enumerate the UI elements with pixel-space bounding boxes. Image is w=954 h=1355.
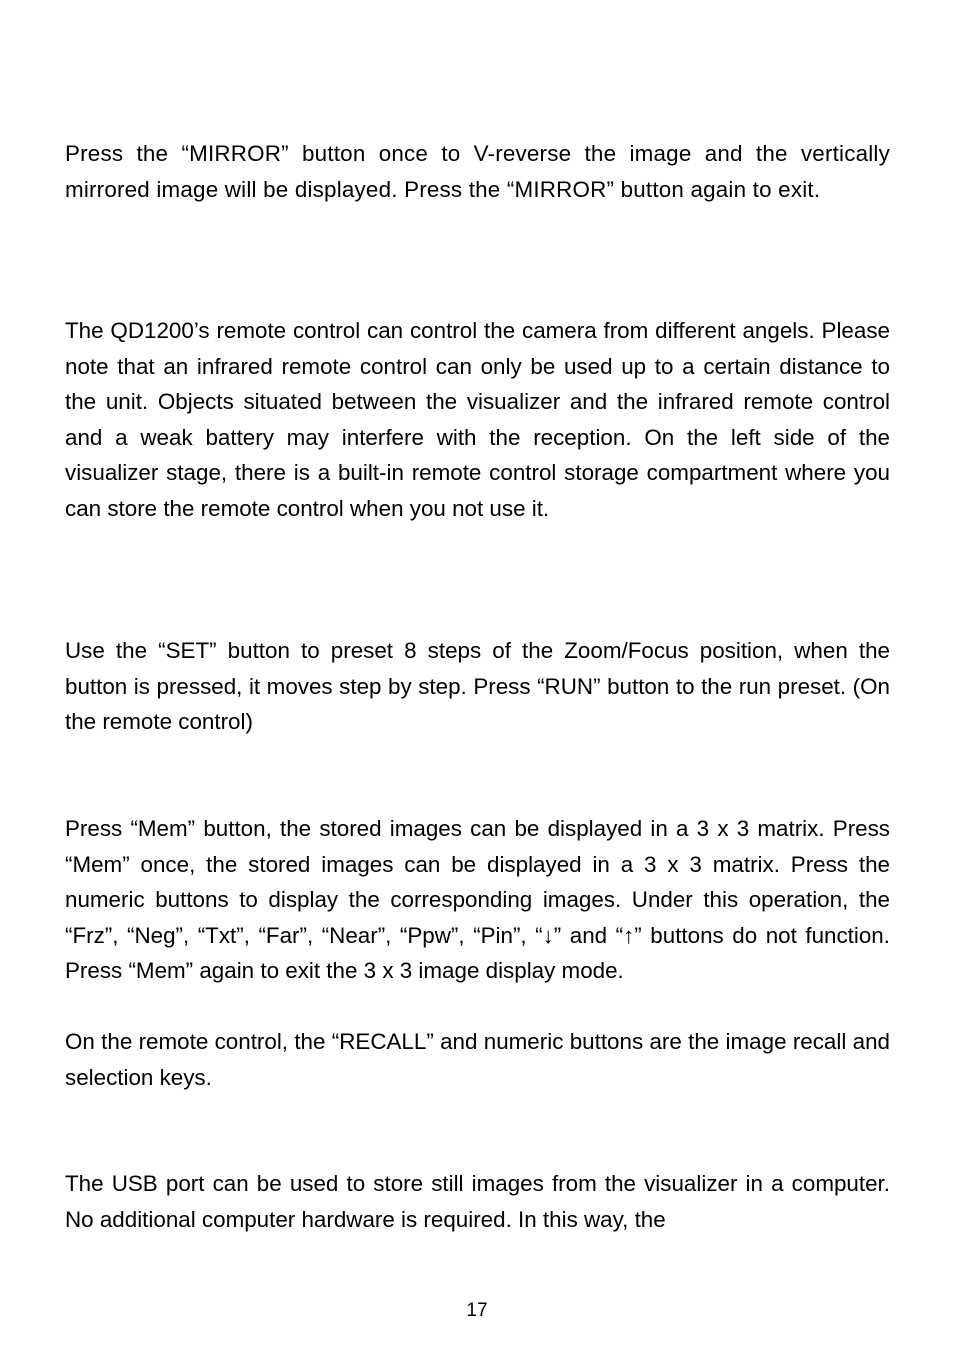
remote-control-paragraph: The QD1200’s remote control can control the camera from different angels. Please note that an infrared remote control can only be used up to a certain distance to the unit. Objects situated between the visualizer and the infrared remote control and a weak battery may interfere with the reception. On the left side of the visualizer stage, there is a built-in remote control storage compartment where you can store the remote control when you not use it. [65, 318, 890, 521]
usb-paragraph: The USB port can be used to store still images from the visualizer in a computer. No additional computer hardware is required. In this way, the [65, 1171, 890, 1232]
recall-paragraph: On the remote control, the “RECALL” and numeric buttons are the image recall and selection keys. [65, 1029, 890, 1090]
page-number: 17 [466, 1300, 488, 1321]
mirror-paragraph: Press the “MIRROR” button once to V-reverse the image and the vertically mirrored image will be displayed. Press the “MIRROR” button again to exit. [65, 141, 890, 202]
memory-paragraph: Press “Mem” button, the stored images can be displayed in a 3 x 3 matrix. Press “Mem” once, the stored images can be displayed in a 3 x 3 matrix. Press the numeric buttons to display the corresponding images. Under this operation, the “Frz”, “Neg”, “Txt”, “Far”, “Near”, “Ppw”, “Pin”, “↓” and “↑” buttons do not function. Press “Mem” again to exit the 3 x 3 image display mode. [65, 816, 890, 983]
preset-paragraph: Use the “SET” button to preset 8 steps of the Zoom/Focus position, when the button is pressed, it moves step by step. Press “RUN” button to the run preset. (On the remote control) [65, 638, 890, 734]
